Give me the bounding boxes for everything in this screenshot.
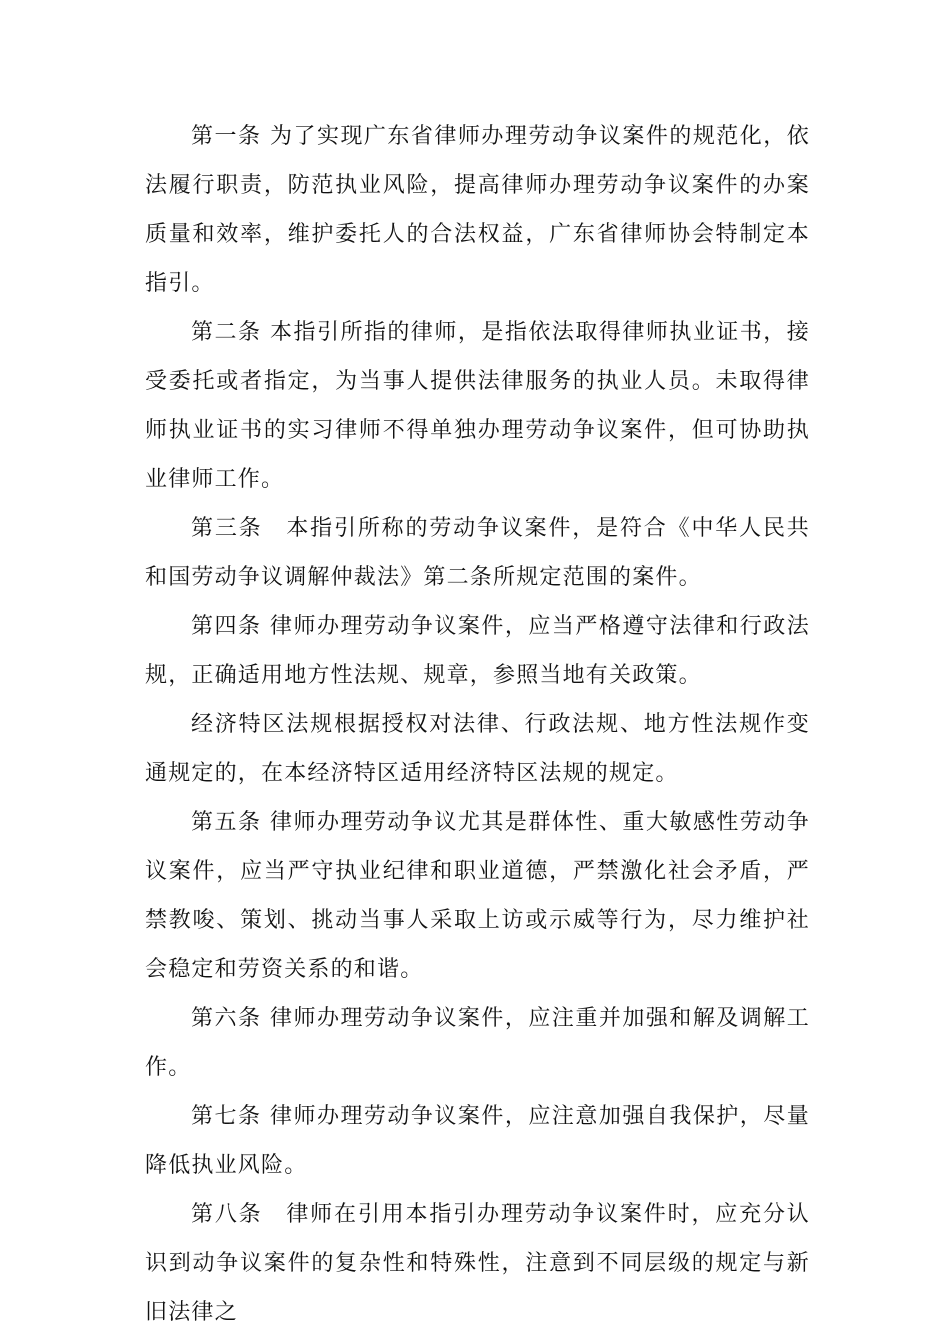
article-6-paragraph: 第六条 律师办理劳动争议案件，应注重并加强和解及调解工作。 <box>145 1006 810 1080</box>
article-7-paragraph: 第七条 律师办理劳动争议案件，应注意加强自我保护，尽量降低执业风险。 <box>145 1104 810 1178</box>
article-4-paragraph: 第四条 律师办理劳动争议案件，应当严格遵守法律和行政法规，正确适用地方性法规、规章，参照当地有关政策。 <box>145 614 810 688</box>
article-8-paragraph: 第八条 律师在引用本指引办理劳动争议案件时，应充分认识到动争议案件的复杂性和特殊性，注意到不同层级的规定与新旧法律之 <box>145 1202 810 1325</box>
article-3-paragraph: 第三条 本指引所称的劳动争议案件，是符合《中华人民共和国劳动争议调解仲裁法》第二条所规定范围的案件。 <box>145 516 810 590</box>
article-1-paragraph: 第一条 为了实现广东省律师办理劳动争议案件的规范化，依法履行职责，防范执业风险，提高律师办理劳动争议案件的办案质量和效率，维护委托人的合法权益，广东省律师协会特制定本指引。 <box>145 124 810 296</box>
article-2-paragraph: 第二条 本指引所指的律师，是指依法取得律师执业证书，接受委托或者指定，为当事人提供法律服务的执业人员。未取得律师执业证书的实习律师不得单独办理劳动争议案件，但可协助执业律师工作。 <box>145 320 810 492</box>
special-zone-paragraph: 经济特区法规根据授权对法律、行政法规、地方性法规作变通规定的，在本经济特区适用经济特区法规的规定。 <box>145 712 810 786</box>
article-5-paragraph: 第五条 律师办理劳动争议尤其是群体性、重大敏感性劳动争议案件，应当严守执业纪律和职业道德，严禁激化社会矛盾，严禁教唆、策划、挑动当事人采取上访或示威等行为，尽力维护社会稳定和劳资关系的和谐。 <box>145 810 810 982</box>
document-body <box>145 112 810 1337</box>
